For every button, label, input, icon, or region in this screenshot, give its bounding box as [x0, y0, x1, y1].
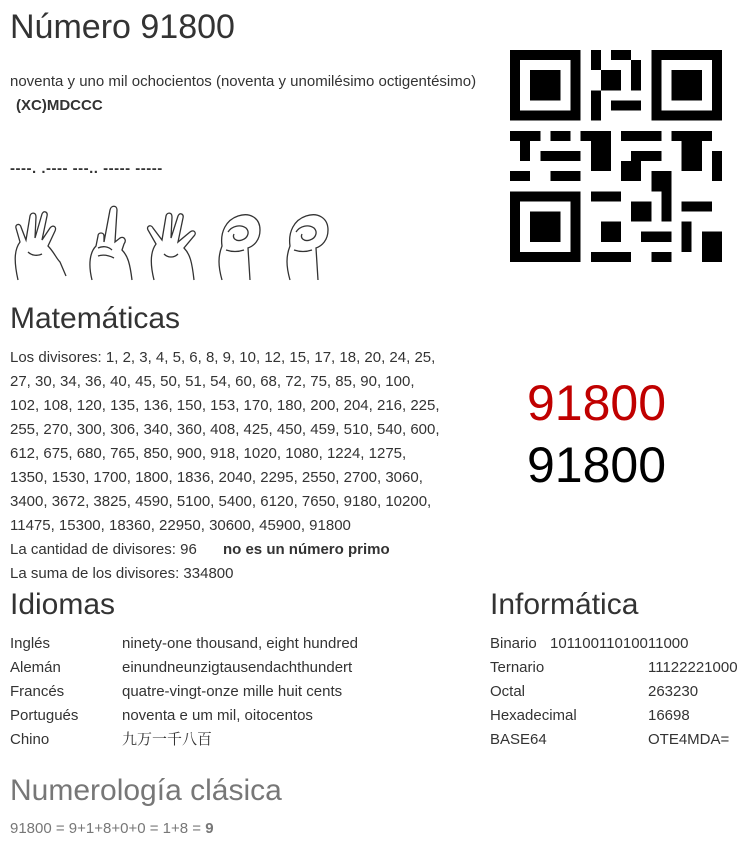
language-name: Francés: [10, 683, 65, 700]
divisors-line: 1350, 1530, 1700, 1800, 1836, 2040, 2295, 2550, 2700, 3060,: [10, 469, 423, 486]
language-value: quatre-vingt-onze mille huit cents: [122, 683, 343, 700]
divisors-line: 27, 30, 34, 36, 40, 45, 50, 51, 54, 60, 68, 72, 75, 85, 90, 100,: [10, 373, 415, 390]
informatics-row: [490, 680, 738, 704]
divisors-line: 102, 108, 120, 135, 136, 150, 153, 170, 180, 200, 204, 216, 225,: [10, 397, 440, 414]
language-value: 九万一千八百: [122, 731, 213, 748]
divisor-count-label: La cantidad de divisores:: [10, 541, 176, 558]
informatics-value: 16698: [648, 707, 690, 724]
language-name: Portugués: [10, 707, 79, 724]
numerology-formula-row: [10, 820, 214, 837]
divisors-line: 255, 270, 300, 306, 340, 360, 408, 425, 450, 459, 510, 540, 600,: [10, 421, 440, 438]
divisors-label: Los divisores:: [10, 349, 102, 366]
informatics-label: Octal: [490, 683, 526, 700]
qr-code-icon: [510, 50, 722, 262]
informatics-row: [490, 728, 738, 752]
section-heading-numerology: Numerología clásica: [10, 774, 282, 807]
language-name: Alemán: [10, 659, 61, 676]
informatics-value: 11122221000: [648, 659, 738, 676]
informatics-label: Binario: [490, 635, 537, 652]
divisor-count-row: [10, 538, 480, 562]
section-heading-languages: Idiomas: [10, 588, 116, 621]
words-text: noventa y uno mil ochocientos (noventa y unomilésimo octigentésimo): [10, 73, 477, 90]
hand-sign-one-icon: [82, 202, 140, 282]
language-value: einundneunzigtausendachthundert: [122, 659, 353, 676]
language-value: ninety-one thousand, eight hundred: [122, 635, 359, 652]
divisors-line: 3400, 3672, 3825, 4590, 5100, 5400, 6120, 7650, 9180, 10200,: [10, 493, 432, 510]
divisors-line: 612, 675, 680, 765, 850, 900, 918, 1020, 1080, 1224, 1275,: [10, 445, 407, 462]
informatics-row: [490, 656, 738, 680]
language-row: [10, 632, 358, 656]
hand-sign-zero-icon: [278, 202, 336, 282]
page-title: Número 91800: [10, 8, 235, 46]
section-heading-informatics: Informática: [490, 588, 639, 621]
section-heading-math: Matemáticas: [10, 302, 181, 335]
informatics-row: [490, 632, 738, 656]
big-number-red: 91800: [527, 375, 667, 431]
divisors-block: [10, 346, 480, 586]
sign-language-hands: [10, 202, 330, 282]
language-name: Chino: [10, 731, 50, 748]
informatics-label: BASE64: [490, 731, 547, 748]
divisor-sum-row: [10, 562, 480, 586]
informatics-label: Hexadecimal: [490, 707, 577, 724]
language-value: noventa e um mil, oitocentos: [122, 707, 313, 724]
number-in-words: [10, 70, 480, 118]
divisor-count-value: 96: [180, 541, 197, 558]
hand-sign-zero-icon: [210, 202, 268, 282]
informatics-table: [490, 632, 738, 752]
language-name: Inglés: [10, 635, 51, 652]
divisors-values: 1, 2, 3, 4, 5, 6, 8, 9, 10, 12, 15, 17, 18, 20, 24, 25,: [105, 349, 436, 366]
language-row: [10, 656, 358, 680]
hand-sign-eight-icon: [144, 202, 202, 282]
informatics-value: 263230: [648, 683, 699, 700]
language-row: [10, 704, 358, 728]
hand-sign-nine-icon: [10, 202, 68, 282]
informatics-row: [490, 704, 738, 728]
prime-status: no es un número primo: [222, 541, 390, 558]
big-number-black: 91800: [527, 437, 667, 493]
informatics-value: OTE4MDA=: [648, 731, 730, 748]
divisors-line: [10, 346, 480, 370]
languages-table: [10, 632, 358, 752]
divisor-sum-label: La suma de los divisores:: [10, 565, 180, 582]
language-row: [10, 680, 358, 704]
divisor-sum-value: 334800: [183, 565, 234, 582]
morse-code: ----. .---- ---.. ----- -----: [10, 160, 163, 177]
numerology-result: 9: [205, 820, 214, 837]
informatics-value: 10110011010011000: [550, 635, 689, 652]
informatics-label: Ternario: [490, 659, 545, 676]
divisors-line: 11475, 15300, 18360, 22950, 30600, 45900, 91800: [10, 517, 351, 534]
language-row: [10, 728, 358, 752]
roman-numeral: (XC)MDCCC: [16, 97, 103, 114]
numerology-formula: 91800 = 9+1+8+0+0 = 1+8 =: [10, 820, 202, 837]
